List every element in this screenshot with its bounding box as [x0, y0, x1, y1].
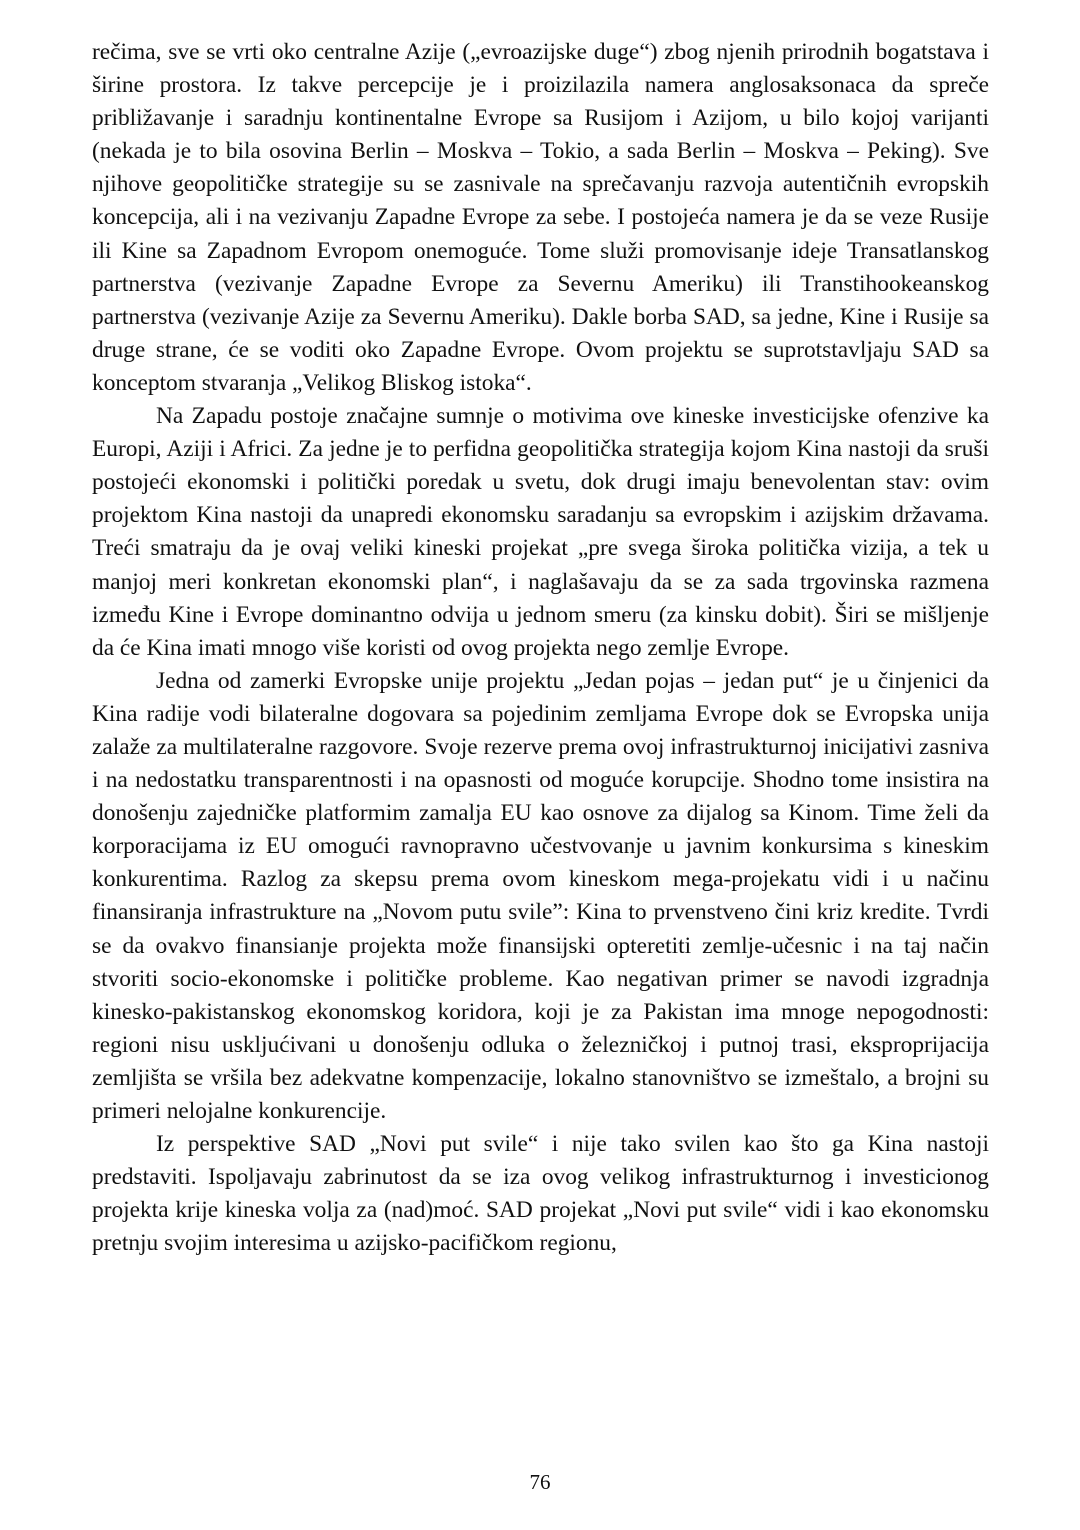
paragraph-2: Na Zapadu postoje značajne sumnje o motivima ove kineske investicijske ofenzive ka Europi, Aziji i Africi. Za jedne je to perfidna geopolitička strategija kojom Kina nastoji da sruši postojeći ekonomski i politički poredak u svetu, dok drugi imaju benevolentan stav: ovim projektom Kina nastoji da unapredi ekonomsku saradanju sa evropskim i azijskim državama. Treći smatraju da je ovaj veliki kineski projekat „pre svega široka politička vizija, a tek u manjoj meri konkretan ekonomski plan“, i naglašavaju da se za sada trgovinska razmena između Kine i Evrope dominantno odvija u jednom smeru (za kinsku dobit). Širi se mišljenje da će Kina imati mnogo više koristi od ovog projekta nego zemlje Evrope. [92, 403, 989, 661]
page-number: 76 [529, 1470, 551, 1494]
paragraph-4: Iz perspektive SAD „Novi put svile“ i nije tako svilen kao što ga Kina nastoji predstaviti. Ispoljavaju zabrinutost da se iza ovog velikog infrastrukturnog i investicionog projekta krije kineska volja za (nad)moć. SAD projekat „Novi put svile“ vidi i kao ekonomsku pretnju svojim interesima u azijsko-pacifičkom regionu, [92, 1131, 989, 1257]
paragraph-3: Jedna od zamerki Evropske unije projektu „Jedan pojas – jedan put“ je u činjenici da Kina radije vodi bilateralne dogovara sa pojedinim zemljama Evrope dok se Evropska unija zalaže za multilateralne razgovore. Svoje rezerve prema ovoj infrastrukturnoj inicijativi zasniva i na nedostatku transparentnosti i na opasnosti od moguće korupcije. Shodno tome insistira na donošenju zajedničke platformim zamalja EU kao osnove za dijalog sa Kinom. Time želi da korporacijama iz EU omogući ravnopravno učestvovanje u javnim konkursima s kineskim konkurentima. Razlog za skepsu prema ovom kineskom mega-projekatu vidi i u načinu finansiranja infrastrukture na „Novom putu svile”: Kina to prvenstveno čini kriz kredite. Tvrdi se da ovakvo finansianje projekta može finansijski opteretiti zemlje-učesnic i na taj način stvoriti socio-ekonomske i političke probleme. Kao negativan primer se navodi izgradnja kinesko-pakistanskog ekonomskog koridora, koji je za Pakistan ima mnoge nepogodnosti: regioni nisu uskljućivani u donošenju odluka o železničkoj i putnoj trasi, eksproprijacija zemljišta se vršila bez adekvatne kompenzacije, lokalno stanovništvo se izmeštalo, a brojni su primeri nelojalne konkurencije. [92, 667, 989, 1124]
document-body [92, 36, 989, 1260]
paragraph-1: rečima, sve se vrti oko centralne Azije („evroazijske duge“) zbog njenih prirodnih bogatstava i širine prostora. Iz takve percepcije je i proizilazila namera anglosaksonaca da spreče približavanje i saradnju kontinentalne Evrope sa Rusijom i Azijom, u bilo kojoj varijanti (nekada je to bila osovina Berlin – Moskva – Tokio, a sada Berlin – Moskva – Peking). Sve njihove geopolitičke strategije su se zasnivale na sprečavanju razvoja autentičnih evropskih koncepcija, ali i na vezivanju Zapadne Evrope za sebe. I postojeća namera je da se veze Rusije ili Kine sa Zapadnom Evropom onemoguće. Tome služi promovisanje ideje Transatlanskog partnerstva (vezivanje Zapadne Evrope za Severnu Ameriku) ili Transtihookeanskog partnerstva (vezivanje Azije za Severnu Ameriku). Dakle borba SAD, sa jedne, Kine i Rusije sa druge strane, će se voditi oko Zapadne Evrope. Ovom projektu se suprotstavljaju SAD sa konceptom stvaranja „Velikog Bliskog istoka“. [92, 39, 989, 396]
